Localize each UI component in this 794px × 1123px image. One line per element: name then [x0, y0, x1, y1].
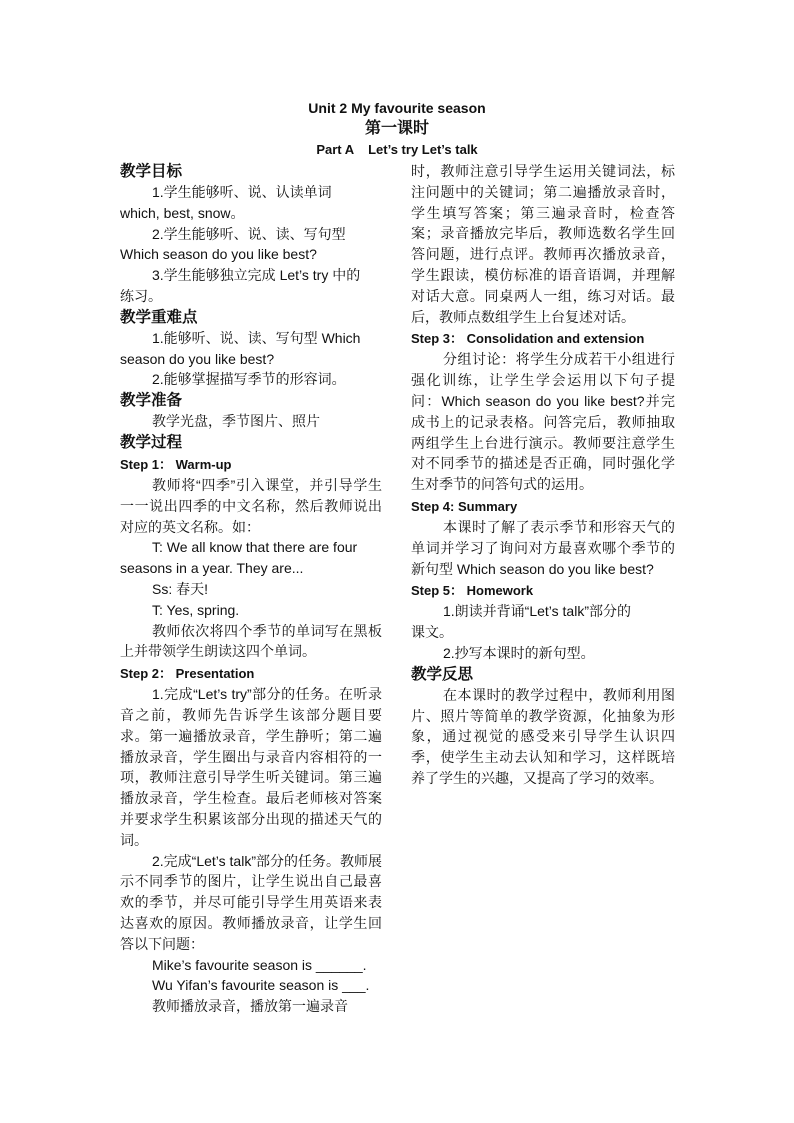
heading-key-points: 教学重难点: [120, 308, 198, 326]
step-2-continuation: 时，教师注意引导学生运用关键词法，标注问题中的关键词；第二遍播放录音时，学生填写答案；第三遍录音时，检查答案；录音播放完毕后，教师选数名学生回答问题，进行点评。教师再次播放录音，学生跟读，模仿标准的语音语调，并理解对话大意。同桌两人一组，练习对话。最后，教师点数组学生上台复述对话。: [411, 163, 675, 325]
part-title: Part A Let’s try Let’s talk: [316, 142, 478, 157]
heading-goals: 教学目标: [120, 163, 183, 180]
goal-3-line-1: 3.学生能够独立完成 Let’s try 中的: [152, 267, 361, 284]
dialog-teacher-line-2: seasons in a year. They are...: [120, 560, 304, 577]
step-3-heading: Step 3： Consolidation and extension: [411, 331, 645, 347]
step-3-paragraph: 分组讨论：将学生分成若干小组进行强化训练，让学生学会运用以下句子提问：Which season do you like best?并完成书上的记录表格。问答完后，教师抽取两组学生上台进行演示。教师要注意学生对不同季节的描述是否正确，同时强化学生对季节的问答句式的运用。: [411, 351, 675, 493]
step-1-paragraph-1: 教师将“四季”引入课堂，并引导学生一一说出四季的中文名称，然后教师说出对应的英文名称。如：: [120, 476, 382, 535]
step-4-heading: Step 4: Summary: [411, 498, 518, 514]
step-1-heading: Step 1： Warm-up: [120, 456, 232, 472]
step-5-heading: Step 5： Homework: [411, 583, 534, 599]
goal-1-line-2: which, best, snow。: [120, 204, 245, 221]
goal-3-line-2: 练习。: [120, 287, 162, 304]
lesson-title: 第一课时: [364, 120, 429, 137]
key-1-line-1: 1.能够听、说、读、写句型 Which: [152, 329, 361, 346]
step-2-paragraph-2: 2.完成“Let’s talk”部分的任务。教师展示不同季节的图片，让学生说出自己最喜欢的季节，并尽可能引导学生用英语来表达喜欢的原因。教师播放录音，让学生回答以下问题：: [120, 852, 382, 952]
heading-preparation: 教学准备: [120, 392, 183, 410]
heading-reflection: 教学反思: [411, 665, 474, 683]
dialog-teacher-line-1: T: We all know that there are four: [152, 539, 358, 556]
step-2-paragraph-3: 教师播放录音，播放第一遍录音: [152, 998, 348, 1015]
question-2: Wu Yifan’s favourite season is ___.: [152, 977, 370, 994]
dialog-teacher-reply: T: Yes, spring.: [152, 601, 240, 618]
unit-title: Unit 2 My favourite season: [308, 100, 486, 116]
goal-1-line-1: 1.学生能够听、说、认读单词: [152, 184, 332, 200]
right-column: [411, 161, 675, 789]
question-1: Mike’s favourite season is ______.: [152, 956, 367, 973]
preparation-text: 教学光盘，季节图片、照片: [152, 413, 320, 430]
dialog-students: Ss: 春天!: [152, 580, 209, 597]
key-2: 2.能够掌握描写季节的形容词。: [152, 371, 346, 388]
title-block: [0, 98, 794, 160]
goal-2-line-1: 2.学生能够听、说、读、写句型: [152, 225, 346, 242]
step-2-heading: Step 2： Presentation: [120, 666, 255, 682]
left-column: [120, 161, 382, 1017]
homework-2: 2.抄写本课时的新句型。: [443, 644, 595, 661]
step-4-paragraph: 本课时了解了表示季节和形容天气的单词并学习了询问对方最喜欢哪个季节的新句型 Which season do you like best?: [411, 518, 675, 577]
homework-1-line-2: 课文。: [411, 624, 453, 641]
reflection-paragraph: 在本课时的教学过程中，教师利用图片、照片等简单的教学资源，化抽象为形象，通过视觉的感受来引导学生认识四季，使学生主动去认知和学习，这样既培养了学生的兴趣，又提高了学习的效率。: [411, 686, 675, 786]
key-1-line-2: season do you like best?: [120, 350, 275, 367]
goal-2-line-2: Which season do you like best?: [120, 246, 317, 263]
homework-1-line-1: 1.朗读并背诵“Let’s talk”部分的: [443, 603, 631, 620]
step-1-paragraph-2: 教师依次将四个季节的单词写在黑板上并带领学生朗读这四个单词。: [120, 622, 382, 660]
step-2-paragraph-1: 1.完成“Let’s try”部分的任务。在听录音之前，教师先告诉学生该部分题目要求。第一遍播放录音，学生静听；第二遍播放录音，学生圈出与录音内容相符的一项，教师注意引导学生听关键词。第三遍播放录音，学生检查。最后老师核对答案并要求学生积累该部分出现的描述天气的词。: [120, 686, 382, 848]
heading-process: 教学过程: [120, 433, 183, 451]
